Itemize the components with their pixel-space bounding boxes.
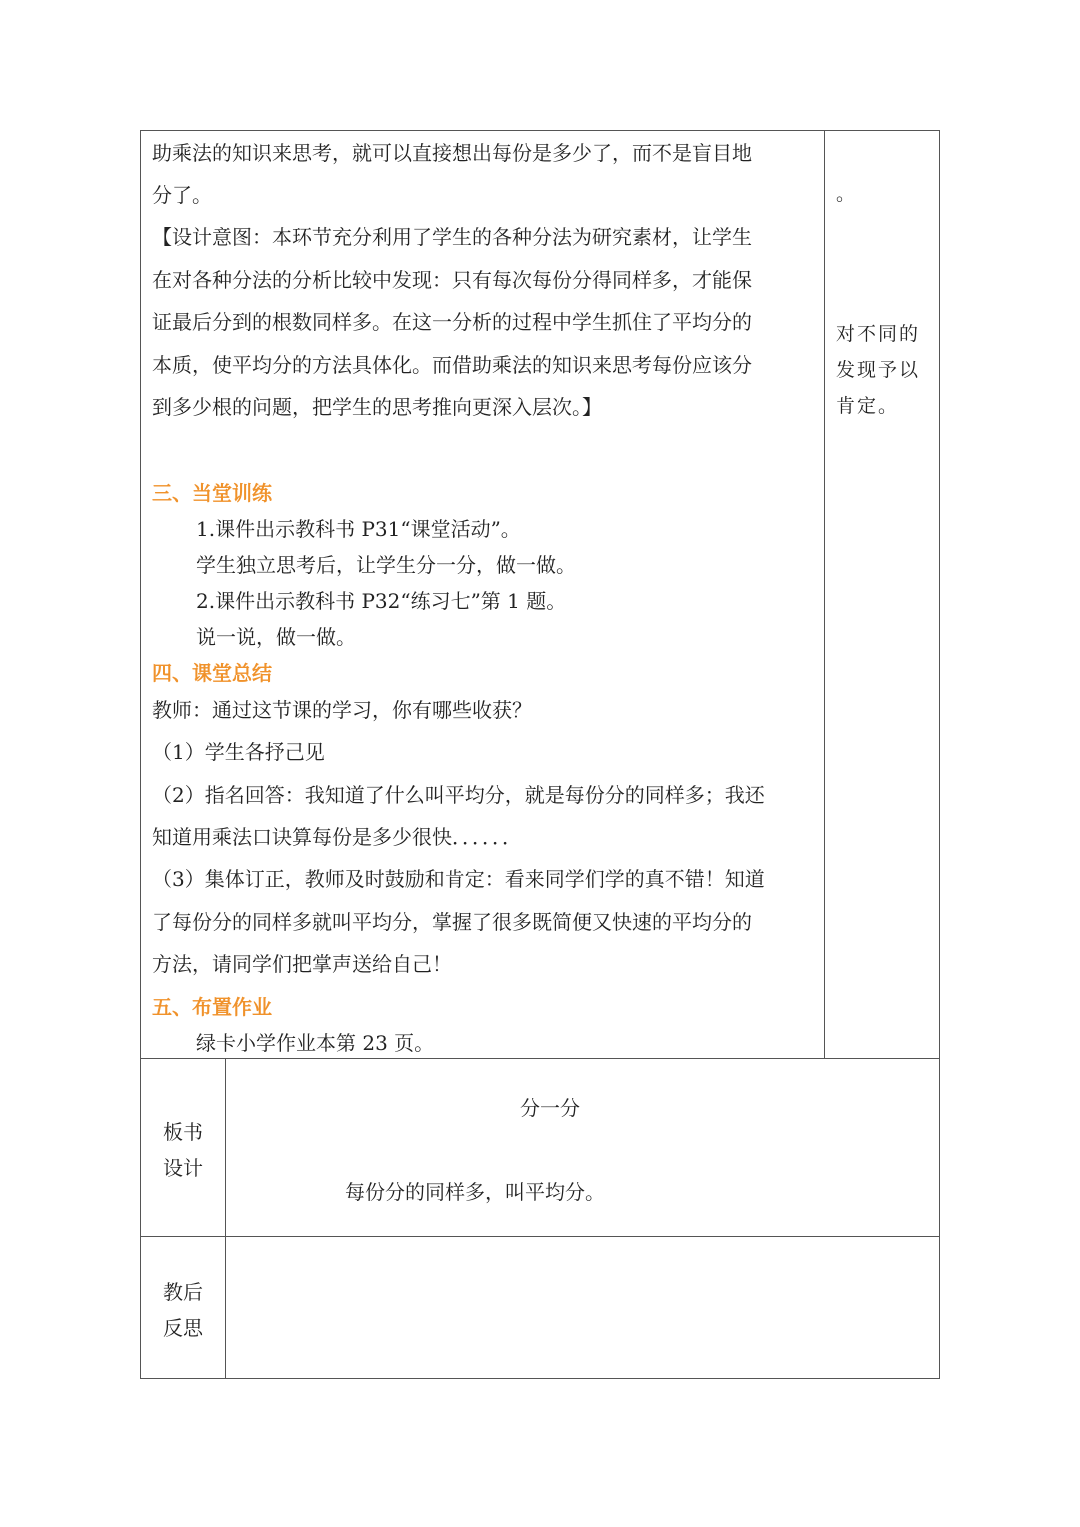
label-column-divider xyxy=(225,1058,226,1379)
row-divider-board xyxy=(140,1058,940,1059)
label-line: 板书 xyxy=(163,1120,203,1144)
list-item: 1.课件出示教科书 P31“课堂活动”。 xyxy=(196,517,521,541)
design-intent-line: 【设计意图：本环节充分利用了学生的各种分法为研究素材，让学生 xyxy=(152,225,752,249)
note-line: 对不同的 xyxy=(836,323,921,345)
note-period: 。 xyxy=(836,183,858,205)
design-intent-line: 证最后分到的根数同样多。在这一分析的过程中学生抓住了平均分的 xyxy=(152,310,752,334)
design-intent-line: 到多少根的问题，把学生的思考推向更深入层次。】 xyxy=(152,395,602,419)
homework-item: 绿卡小学作业本第 23 页。 xyxy=(196,1031,435,1055)
design-intent-line: 本质，使平均分的方法具体化。而借助乘法的知识来思考每份应该分 xyxy=(152,353,752,377)
summary-line: 方法，请同学们把掌声送给自己！ xyxy=(152,952,452,976)
list-item: 2.课件出示教科书 P32“练习七”第 1 题。 xyxy=(196,589,567,613)
note-line: 肯定。 xyxy=(836,395,900,417)
summary-line: 了每份分的同样多就叫平均分，掌握了很多既简便又快速的平均分的 xyxy=(152,910,752,934)
section-heading-summary: 四、课堂总结 xyxy=(152,661,272,685)
summary-line: （2）指名回答：我知道了什么叫平均分，就是每份分的同样多；我还 xyxy=(152,783,765,807)
summary-line: （1）学生各抒己见 xyxy=(152,740,325,764)
label-line: 设计 xyxy=(163,1156,203,1180)
summary-line: 知道用乘法口诀算每份是多少很快．．．．．． xyxy=(152,825,522,849)
list-item: 说一说，做一做。 xyxy=(196,625,356,649)
row-divider-reflection xyxy=(140,1236,940,1237)
summary-line: 教师：通过这节课的学习，你有哪些收获？ xyxy=(152,698,532,722)
section-heading-training: 三、当堂训练 xyxy=(152,481,272,505)
design-intent-line: 在对各种分法的分析比较中发现：只有每次每份分得同样多，才能保 xyxy=(152,268,752,292)
body-line: 分了。 xyxy=(152,183,212,207)
label-line: 反思 xyxy=(163,1316,203,1340)
summary-line: （3）集体订正，教师及时鼓励和肯定：看来同学们学的真不错！知道 xyxy=(152,867,765,891)
list-item: 学生独立思考后，让学生分一分，做一做。 xyxy=(196,553,576,577)
body-line: 助乘法的知识来思考，就可以直接想出每份是多少了，而不是盲目地 xyxy=(152,141,752,165)
label-line: 教后 xyxy=(163,1280,203,1304)
section-heading-homework: 五、布置作业 xyxy=(152,995,272,1019)
note-line: 发现予以 xyxy=(836,359,921,381)
board-title: 分一分 xyxy=(520,1096,580,1120)
board-design-label xyxy=(141,1114,225,1186)
reflection-label xyxy=(141,1274,225,1346)
board-content: 每份分的同样多，叫平均分。 xyxy=(345,1180,605,1204)
notes-column-divider xyxy=(824,130,825,1059)
